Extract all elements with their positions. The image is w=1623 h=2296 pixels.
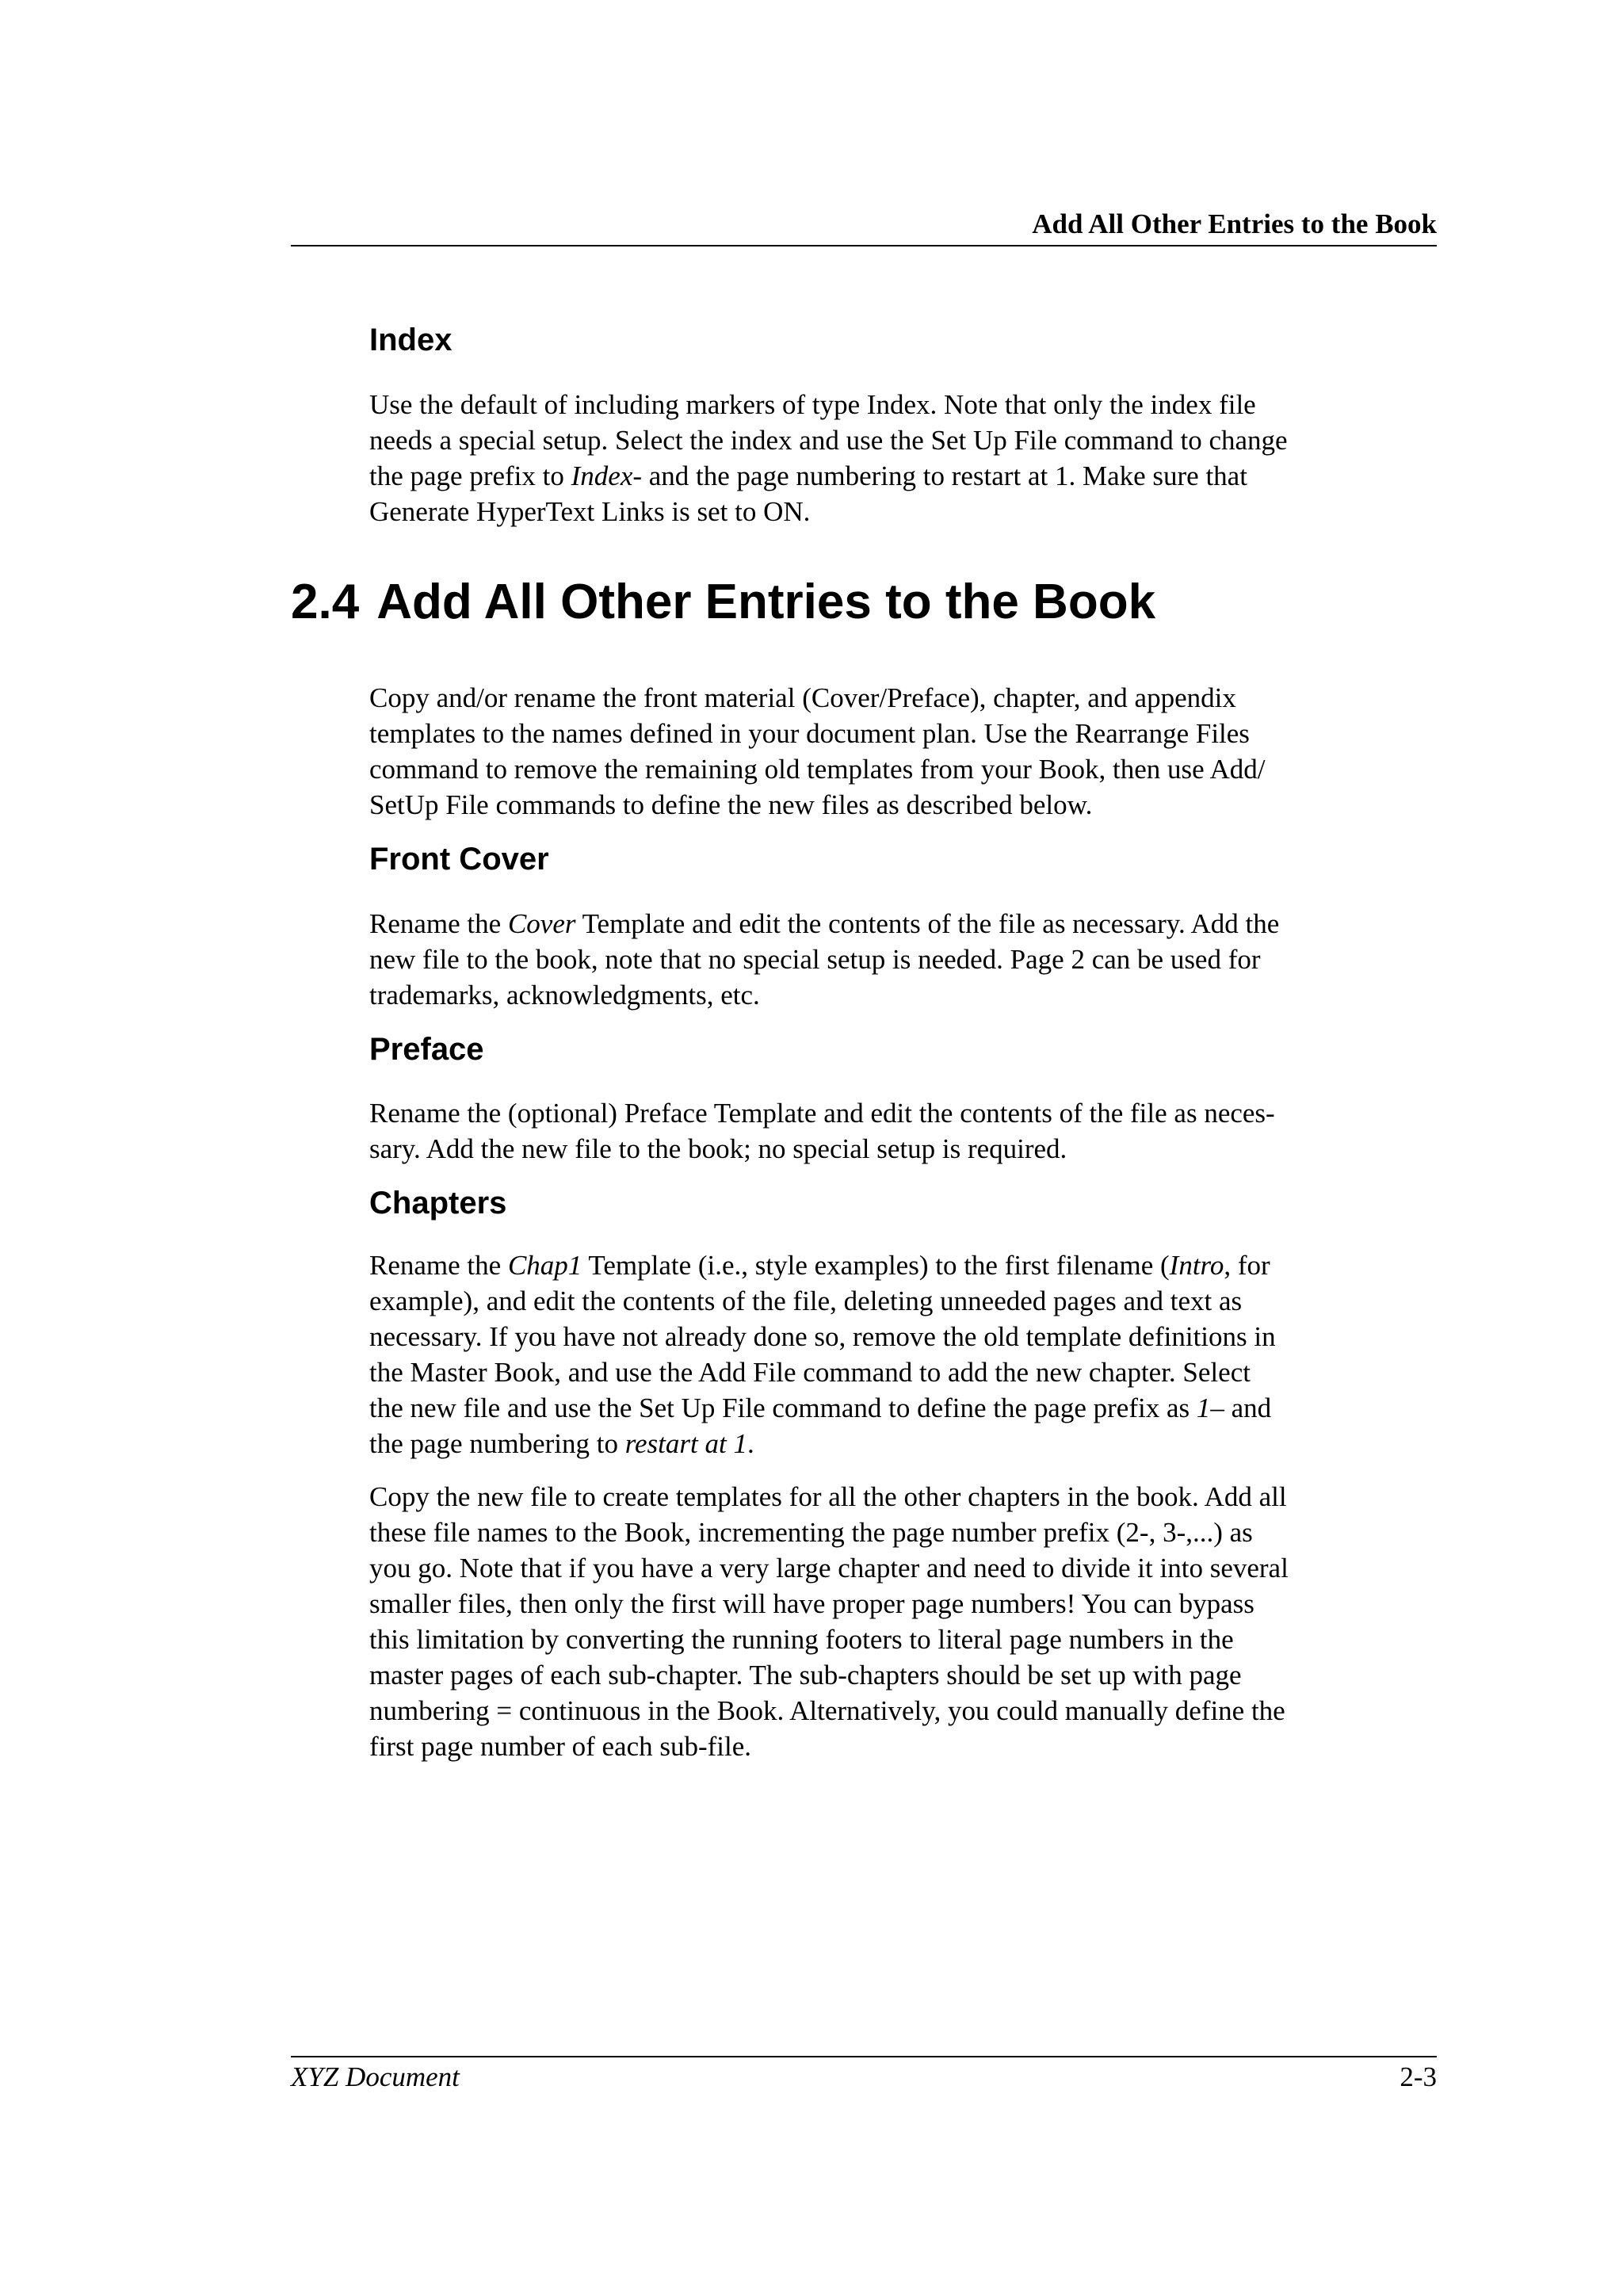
text-line (369, 906, 1376, 942)
text-line: Generate HyperText Links is set to ON. (369, 496, 811, 527)
footer-page-number: 2-3 (1400, 2061, 1437, 2092)
text-line: SetUp File commands to define the new files as described below. (369, 789, 1093, 820)
text-line: first page number of each sub-file. (369, 1731, 752, 1762)
text-emphasis: Chap1 (507, 1250, 582, 1281)
text-run: the new file and use the Set Up File command to define the page prefix as (369, 1392, 1197, 1423)
page-footer (291, 2056, 1437, 2097)
text-line (369, 458, 1376, 494)
text-line: new file to the book, note that no special setup is needed. Page 2 can be used for (369, 944, 1261, 975)
front-cover-heading: Front Cover (369, 842, 549, 877)
text-line: you go. Note that if you have a very large chapter and need to divide it into several (369, 1553, 1289, 1584)
text-run: Rename the (369, 908, 508, 939)
text-run: the page numbering to (369, 1428, 625, 1459)
running-header (291, 204, 1437, 246)
text-line: example), and edit the contents of the file, deleting unneeded pages and text as (369, 1286, 1243, 1316)
text-line: numbering = continuous in the Book. Alternatively, you could manually define the (369, 1695, 1285, 1726)
text-line (369, 1247, 1376, 1283)
text-line: the Master Book, and use the Add File command to add the new chapter. Select (369, 1357, 1251, 1388)
text-line: Rename the (optional) Preface Template and edit the contents of the file as neces- (369, 1098, 1275, 1129)
text-emphasis: Cover (507, 908, 576, 939)
text-line: necessary. If you have not already done so, remove the old template definitions in (369, 1321, 1276, 1352)
text-line: smaller files, then only the first will have proper page numbers! You can bypass (369, 1588, 1254, 1619)
text-line: needs a special setup. Select the index and use the Set Up File command to change (369, 425, 1288, 456)
text-run: Template and edit the contents of the file as necessary. Add the (575, 908, 1280, 939)
text-run: - and the page numbering to restart at 1. Make sure that (632, 460, 1247, 491)
text-emphasis: 1– (1196, 1392, 1224, 1423)
chapters-heading: Chapters (369, 1186, 507, 1221)
index-paragraph (369, 387, 1376, 529)
text-line (369, 1426, 1376, 1461)
text-line: sary. Add the new file to the book; no special setup is required. (369, 1133, 1067, 1164)
preface-heading: Preface (369, 1032, 484, 1067)
text-line: Use the default of including markers of type Index. Note that only the index file (369, 389, 1256, 420)
text-run: , for (1224, 1250, 1270, 1281)
text-emphasis: Intro (1169, 1250, 1224, 1281)
text-run: and (1224, 1392, 1272, 1423)
text-line: this limitation by converting the running footers to literal page numbers in the (369, 1624, 1234, 1655)
footer-document-name: XYZ Document (291, 2061, 460, 2092)
text-line: command to remove the remaining old templates from your Book, then use Add/ (369, 754, 1266, 785)
text-emphasis: restart at 1 (624, 1428, 747, 1459)
text-line (369, 1390, 1376, 1426)
text-emphasis: Index (571, 460, 633, 491)
text-run: Template (i.e., style examples) to the first filename ( (582, 1250, 1170, 1281)
text-line: Copy the new file to create templates for all the other chapters in the book. Add all (369, 1481, 1287, 1512)
section-intro-paragraph (369, 680, 1376, 823)
text-line: Copy and/or rename the front material (Cover/Preface), chapter, and appendix (369, 682, 1236, 713)
text-run: the page prefix to (369, 460, 571, 491)
text-run: Rename the (369, 1250, 508, 1281)
text-line: these file names to the Book, incrementing the page number prefix (2-, 3-,...) as (369, 1517, 1253, 1548)
text-line: master pages of each sub-chapter. The sub-chapters should be set up with page (369, 1660, 1242, 1690)
front-cover-paragraph (369, 906, 1376, 1013)
running-header-title: Add All Other Entries to the Book (1032, 208, 1437, 239)
section-title (291, 572, 1155, 632)
chapters-paragraph-2 (369, 1479, 1376, 1764)
text-line: trademarks, acknowledgments, etc. (369, 980, 760, 1010)
chapters-paragraph-1 (369, 1247, 1376, 1461)
section-number: 2.4 (291, 575, 360, 629)
text-line: templates to the names defined in your document plan. Use the Rearrange Files (369, 718, 1250, 749)
section-title-text: Add All Other Entries to the Book (376, 575, 1156, 629)
preface-paragraph (369, 1095, 1376, 1167)
text-run: . (747, 1428, 754, 1459)
index-heading: Index (369, 323, 453, 357)
